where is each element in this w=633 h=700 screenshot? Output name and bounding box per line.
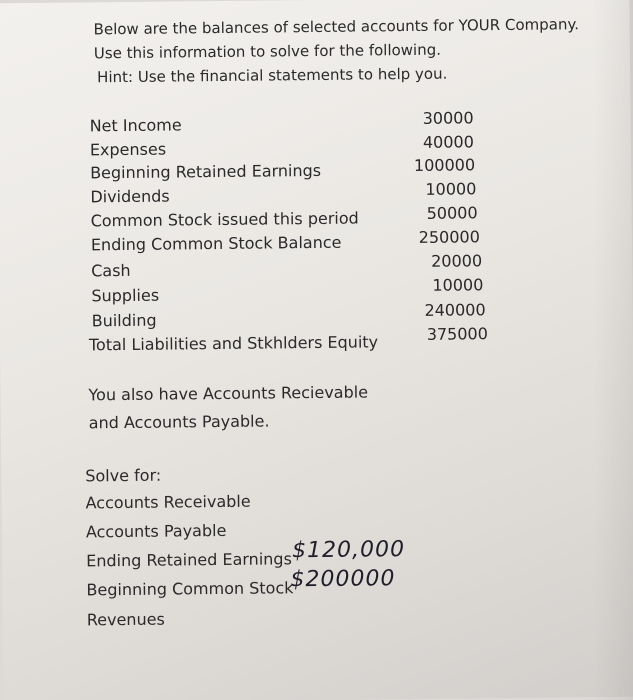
- intro-line-2: Use this information to solve for the following.: [93, 40, 442, 63]
- account-value-expenses: 40000: [422, 132, 474, 152]
- account-value-total-liabilities-equity: 375000: [426, 324, 488, 344]
- solve-item-accounts-payable: Accounts Payable: [85, 520, 227, 542]
- solve-item-ending-retained-earnings: Ending Retained Earnings: [86, 549, 292, 571]
- account-value-supplies: 10000: [432, 275, 484, 295]
- account-label-ending-common-stock: Ending Common Stock Balance: [90, 232, 342, 255]
- solve-item-accounts-receivable: Accounts Receivable: [85, 491, 251, 513]
- account-label-dividends: Dividends: [90, 186, 170, 207]
- handwritten-ending-retained-earnings: $120,000: [291, 537, 406, 564]
- account-label-net-income: Net Income: [89, 115, 182, 136]
- account-value-building: 240000: [424, 300, 486, 320]
- account-value-beginning-retained-earnings: 100000: [413, 155, 476, 175]
- account-value-cash: 20000: [431, 251, 483, 271]
- account-value-net-income: 30000: [422, 108, 474, 128]
- intro-line-3: Hint: Use the financial statements to help you.: [97, 64, 448, 87]
- page-edge-shadow: [593, 0, 633, 700]
- solve-item-revenues: Revenues: [86, 609, 165, 630]
- account-label-common-stock-issued: Common Stock issued this period: [90, 208, 359, 231]
- account-value-dividends: 10000: [425, 179, 477, 199]
- note-line-2: and Accounts Payable.: [88, 411, 270, 433]
- account-label-beginning-retained-earnings: Beginning Retained Earnings: [90, 160, 322, 183]
- account-label-cash: Cash: [91, 260, 131, 281]
- account-label-expenses: Expenses: [89, 139, 167, 160]
- account-value-common-stock-issued: 50000: [426, 203, 478, 223]
- account-label-total-liabilities-equity: Total Liabilities and Stkhlders Equity: [88, 332, 379, 355]
- intro-line-1: Below are the balances of selected accounts for YOUR Company.: [93, 15, 580, 39]
- solve-item-beginning-common-stock: Beginning Common Stock: [86, 578, 294, 600]
- note-line-1: You also have Accounts Recievable: [88, 382, 369, 405]
- account-value-ending-common-stock: 250000: [418, 227, 480, 247]
- solve-heading: Solve for:: [85, 465, 162, 486]
- account-label-building: Building: [91, 310, 157, 331]
- handwritten-beginning-common-stock: $200000: [290, 566, 396, 593]
- account-label-supplies: Supplies: [91, 285, 160, 306]
